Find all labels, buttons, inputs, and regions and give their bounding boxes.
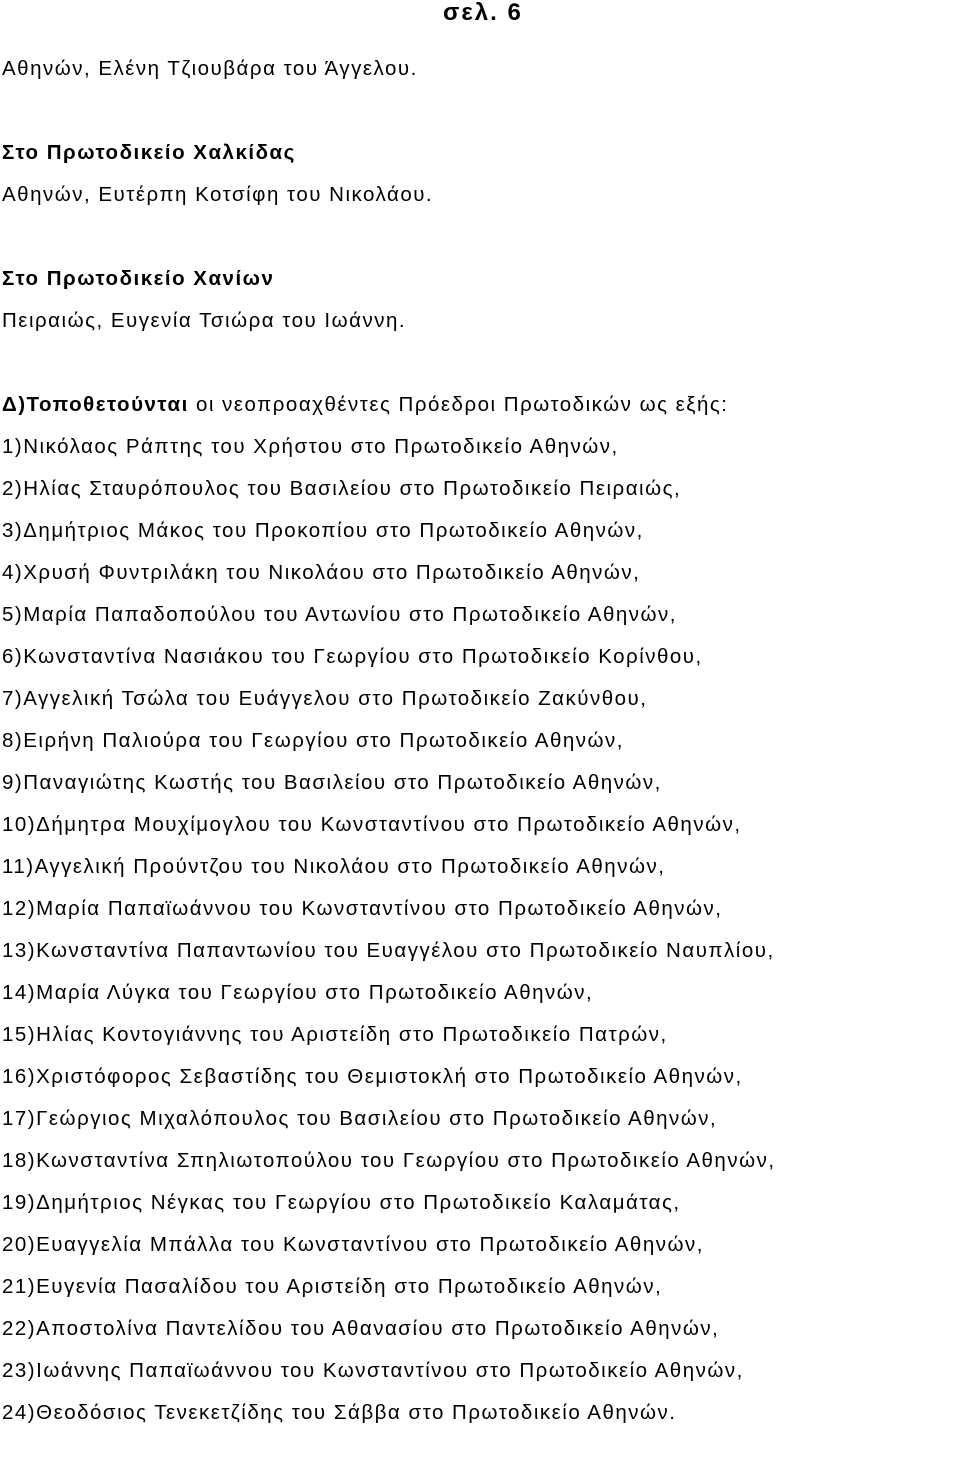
- list-item: 10)Δήμητρα Μουχίμογλου του Κωνσταντίνου στο Πρωτοδικείο Αθηνών,: [2, 813, 742, 836]
- list-item: 21)Ευγενία Πασαλίδου του Αριστείδη στο Πρωτοδικείο Αθηνών,: [2, 1275, 663, 1298]
- list-item: 17)Γεώργιος Μιχαλόπουλος του Βασιλείου στο Πρωτοδικείο Αθηνών,: [2, 1107, 718, 1130]
- list-item: 6)Κωνσταντίνα Νασιάκου του Γεωργίου στο Πρωτοδικείο Κορίνθου,: [2, 645, 703, 668]
- court-chania-text: Πειραιώς, Ευγενία Τσιώρα του Ιωάννη.: [2, 309, 407, 332]
- list-item: 18)Κωνσταντίνα Σπηλιωτοπούλου του Γεωργίου στο Πρωτοδικείο Αθηνών,: [2, 1149, 776, 1172]
- court-chania-heading: Στο Πρωτοδικείο Χανίων: [2, 267, 275, 290]
- list-item: 23)Ιωάννης Παπαϊωάννου του Κωνσταντίνου στο Πρωτοδικείο Αθηνών,: [2, 1359, 744, 1382]
- blank-line: [2, 351, 960, 393]
- blank-line: [2, 99, 960, 141]
- list-item: 13)Κωνσταντίνα Παπαντωνίου του Ευαγγέλου στο Πρωτοδικείο Ναυπλίου,: [2, 939, 775, 962]
- section-d-heading-rest: οι νεοπροαχθέντες Πρόεδροι Πρωτοδικών ως εξής:: [188, 393, 729, 416]
- list-item: 8)Ειρήνη Παλιούρα του Γεωργίου στο Πρωτοδικείο Αθηνών,: [2, 729, 624, 752]
- list-item: 11)Αγγελική Προύντζου του Νικολάου στο Πρωτοδικείο Αθηνών,: [2, 855, 666, 878]
- list-item: 4)Χρυσή Φυντριλάκη του Νικολάου στο Πρωτοδικείο Αθηνών,: [2, 561, 641, 584]
- list-item: 14)Μαρία Λύγκα του Γεωργίου στο Πρωτοδικείο Αθηνών,: [2, 981, 594, 1004]
- list-item: 9)Παναγιώτης Κωστής του Βασιλείου στο Πρωτοδικείο Αθηνών,: [2, 771, 662, 794]
- document-body: [2, 57, 960, 1431]
- list-item: 20)Ευαγγελία Μπάλλα του Κωνσταντίνου στο Πρωτοδικείο Αθηνών,: [2, 1233, 704, 1256]
- court-chalkida-heading: Στο Πρωτοδικείο Χαλκίδας: [2, 141, 296, 164]
- placement-list: [2, 435, 960, 1431]
- blank-line: [2, 225, 960, 267]
- list-item: 3)Δημήτριος Μάκος του Προκοπίου στο Πρωτοδικείο Αθηνών,: [2, 519, 644, 542]
- list-item: 1)Νικόλαος Ράπτης του Χρήστου στο Πρωτοδικείο Αθηνών,: [2, 435, 619, 458]
- section-d-heading-bold: Δ)Τοποθετούνται: [2, 393, 189, 416]
- court-chalkida-text: Αθηνών, Ευτέρπη Κοτσίφη του Νικολάου.: [2, 183, 434, 206]
- list-item: 15)Ηλίας Κοντογιάννης του Αριστείδη στο Πρωτοδικείο Πατρών,: [2, 1023, 668, 1046]
- section-d-heading: [2, 393, 960, 435]
- list-item: 24)Θεοδόσιος Τενεκετζίδης του Σάββα στο Πρωτοδικείο Αθηνών.: [2, 1401, 677, 1424]
- list-item: 7)Αγγελική Τσώλα του Ευάγγελου στο Πρωτοδικείο Ζακύνθου,: [2, 687, 648, 710]
- list-item: 19)Δημήτριος Νέγκας του Γεωργίου στο Πρωτοδικείο Καλαμάτας,: [2, 1191, 681, 1214]
- page-number: σελ. 6: [443, 0, 523, 26]
- list-item: 16)Χριστόφορος Σεβαστίδης του Θεμιστοκλή στο Πρωτοδικείο Αθηνών,: [2, 1065, 743, 1088]
- list-item: 12)Μαρία Παπαϊωάννου του Κωνσταντίνου στο Πρωτοδικείο Αθηνών,: [2, 897, 723, 920]
- list-item: 5)Μαρία Παπαδοπούλου του Αντωνίου στο Πρωτοδικείο Αθηνών,: [2, 603, 677, 626]
- list-item: 22)Αποστολίνα Παντελίδου του Αθανασίου στο Πρωτοδικείο Αθηνών,: [2, 1317, 720, 1340]
- continuation-line: Αθηνών, Ελένη Τζιουβάρα του Άγγελου.: [2, 57, 418, 80]
- list-item: 2)Ηλίας Σταυρόπουλος του Βασιλείου στο Πρωτοδικείο Πειραιώς,: [2, 477, 682, 500]
